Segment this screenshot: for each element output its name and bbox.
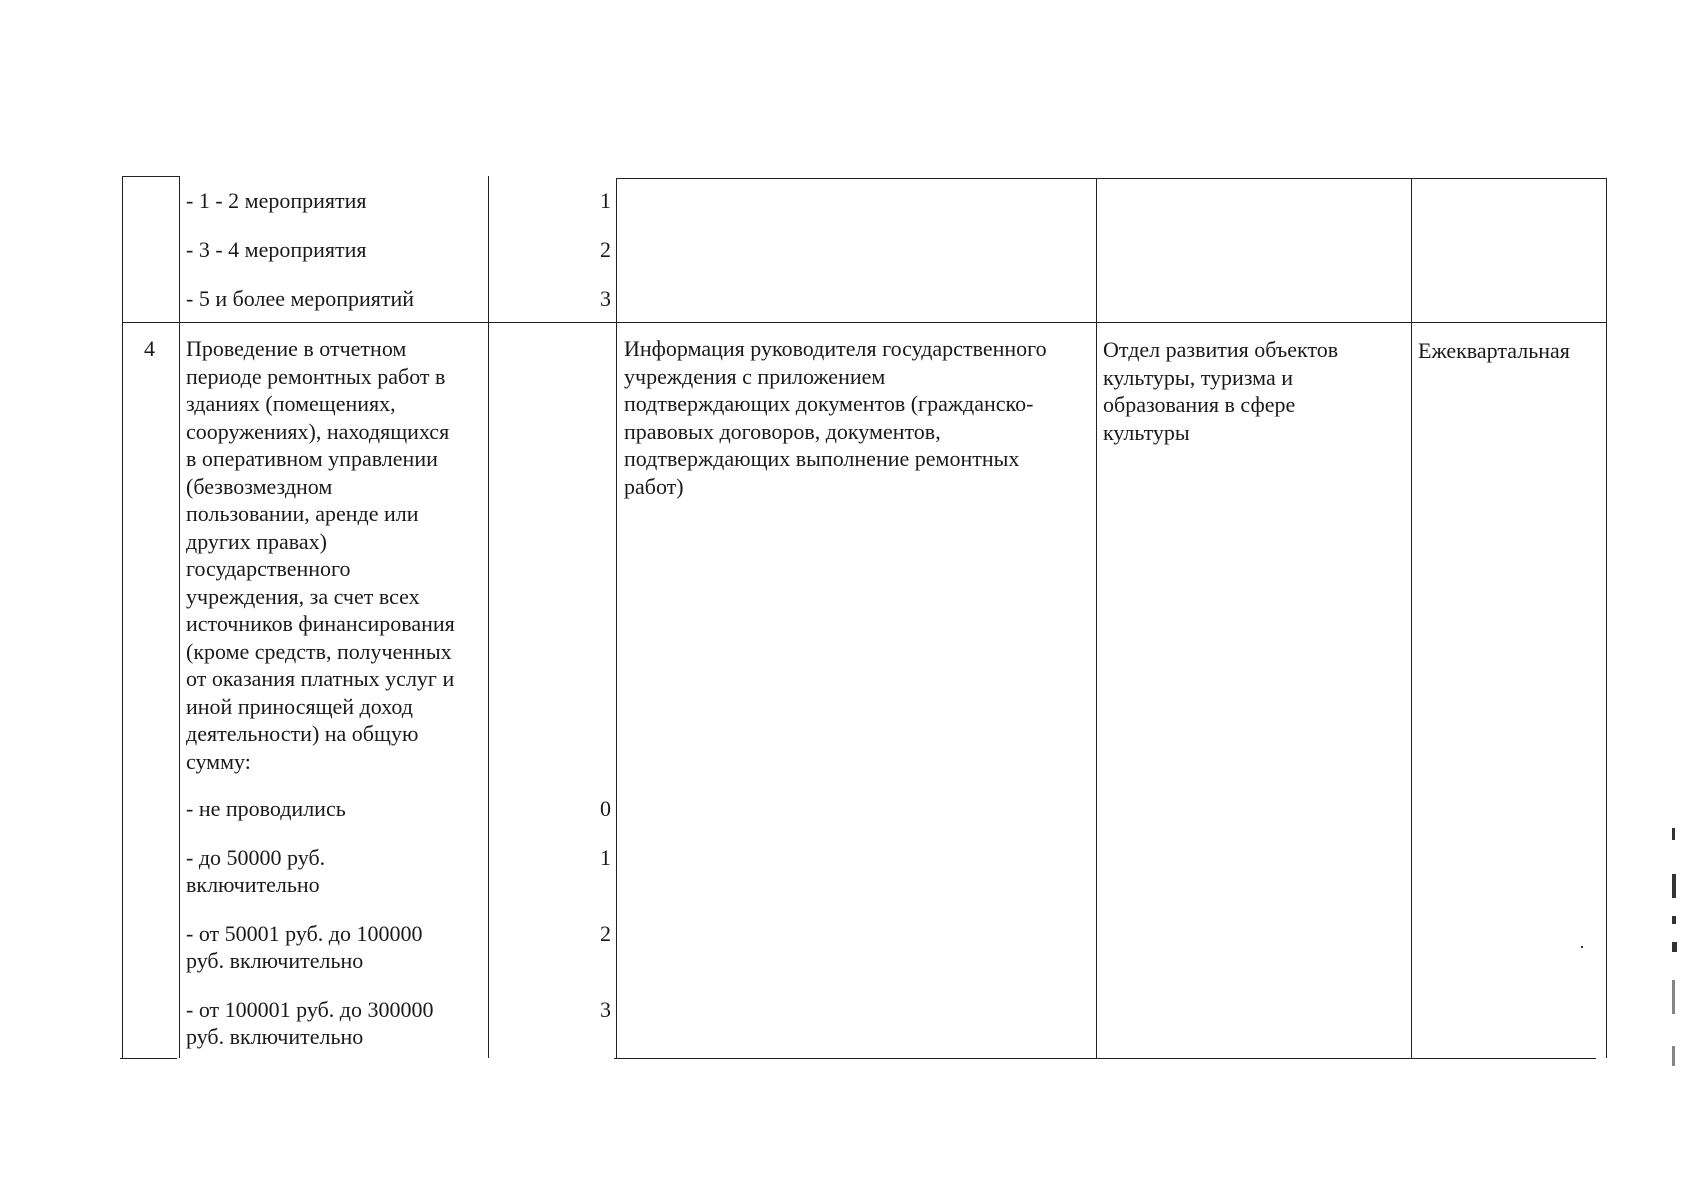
- source-line: работ): [624, 473, 684, 499]
- row-separator: [122, 322, 1606, 323]
- row4-option-1-score: 0: [600, 796, 611, 821]
- source-line: подтверждающих документов (гражданско-: [624, 391, 1034, 416]
- row4-source: [624, 335, 1047, 500]
- table-top-border-left: [122, 176, 180, 177]
- col-line-3: [488, 176, 489, 1058]
- scan-artifact: [1672, 874, 1676, 898]
- scan-artifact: [1672, 828, 1675, 840]
- row4-option-4-label-line2: руб. включительно: [186, 1024, 364, 1049]
- table-bottom-border-right: [614, 1058, 1596, 1059]
- source-line: учреждения с приложением: [624, 363, 886, 389]
- col-line-5: [1096, 178, 1097, 1058]
- indicator-line: периоде ремонтных работ в: [186, 363, 446, 389]
- row4-option-1-label: - не проводились: [186, 796, 346, 821]
- row4-option-3-score: 2: [600, 921, 611, 946]
- indicator-line: учреждения, за счет всех: [186, 583, 420, 609]
- responsible-line: культуры: [1103, 419, 1190, 445]
- responsible-line: Отдел развития объектов: [1103, 337, 1339, 362]
- scan-artifact: [1672, 942, 1677, 952]
- row4-option-4-score: 3: [600, 997, 611, 1022]
- row3-option-2-score: 2: [600, 237, 611, 262]
- row4-option-2-label-line2: включительно: [186, 872, 320, 897]
- row4-option-2-label-line1: - до 50000 руб.: [186, 845, 326, 870]
- col-line-1: [122, 176, 123, 1058]
- indicator-line: сумму:: [186, 748, 251, 774]
- indicator-line: от оказания платных услуг и: [186, 666, 455, 691]
- indicator-line: пользовании, аренде или: [186, 501, 419, 526]
- source-line: правовых договоров, документов,: [624, 418, 941, 444]
- row4-option-4-label-line1: - от 100001 руб. до 300000: [186, 997, 434, 1022]
- indicator-line: (кроме средств, полученных: [186, 638, 452, 664]
- scan-artifact: [1581, 946, 1583, 948]
- row3-option-1-score: 1: [600, 188, 611, 213]
- row4-indicator: [186, 335, 455, 775]
- row4-number: 4: [144, 336, 155, 361]
- responsible-line: культуры, туризма и: [1103, 364, 1293, 390]
- indicator-line: зданиях (помещениях,: [186, 391, 396, 416]
- col-line-4: [616, 178, 617, 1058]
- indicator-line: иной приносящей доход: [186, 693, 413, 719]
- row3-option-3-label: - 5 и более мероприятий: [186, 286, 415, 311]
- indicator-line: в оперативном управлении: [186, 446, 438, 471]
- indicator-line: (безвозмездном: [186, 473, 333, 499]
- scan-artifact: [1672, 980, 1675, 1014]
- indicator-line: источников финансирования: [186, 611, 455, 636]
- row4-option-3-label-line2: руб. включительно: [186, 948, 364, 973]
- col-line-6: [1411, 178, 1412, 1058]
- row4-responsible: [1103, 336, 1338, 446]
- scan-artifact: [1672, 916, 1676, 924]
- scan-artifact: [1672, 1046, 1675, 1066]
- source-line: подтверждающих выполнение ремонтных: [624, 446, 1020, 471]
- responsible-line: образования в сфере: [1103, 392, 1296, 417]
- indicator-line: деятельности) на общую: [186, 721, 419, 746]
- row3-option-3-score: 3: [600, 286, 611, 311]
- table-bottom-border-left: [120, 1058, 177, 1059]
- row4-option-3-label-line1: - от 50001 руб. до 100000: [186, 921, 423, 946]
- row3-option-2-label: - 3 - 4 мероприятия: [186, 237, 367, 262]
- row3-option-1-label: - 1 - 2 мероприятия: [186, 188, 367, 213]
- indicator-line: государственного: [186, 556, 351, 581]
- row4-frequency: Ежеквартальная: [1418, 338, 1570, 363]
- indicator-line: Проведение в отчетном: [186, 336, 407, 361]
- row4-option-2-score: 1: [600, 845, 611, 870]
- col-line-2: [179, 176, 180, 1058]
- col-line-7: [1606, 178, 1607, 1058]
- source-line: Информация руководителя государственного: [624, 336, 1047, 361]
- indicator-line: других правах): [186, 528, 327, 554]
- table-top-border-right: [616, 178, 1607, 179]
- indicator-line: сооружениях), находящихся: [186, 418, 450, 444]
